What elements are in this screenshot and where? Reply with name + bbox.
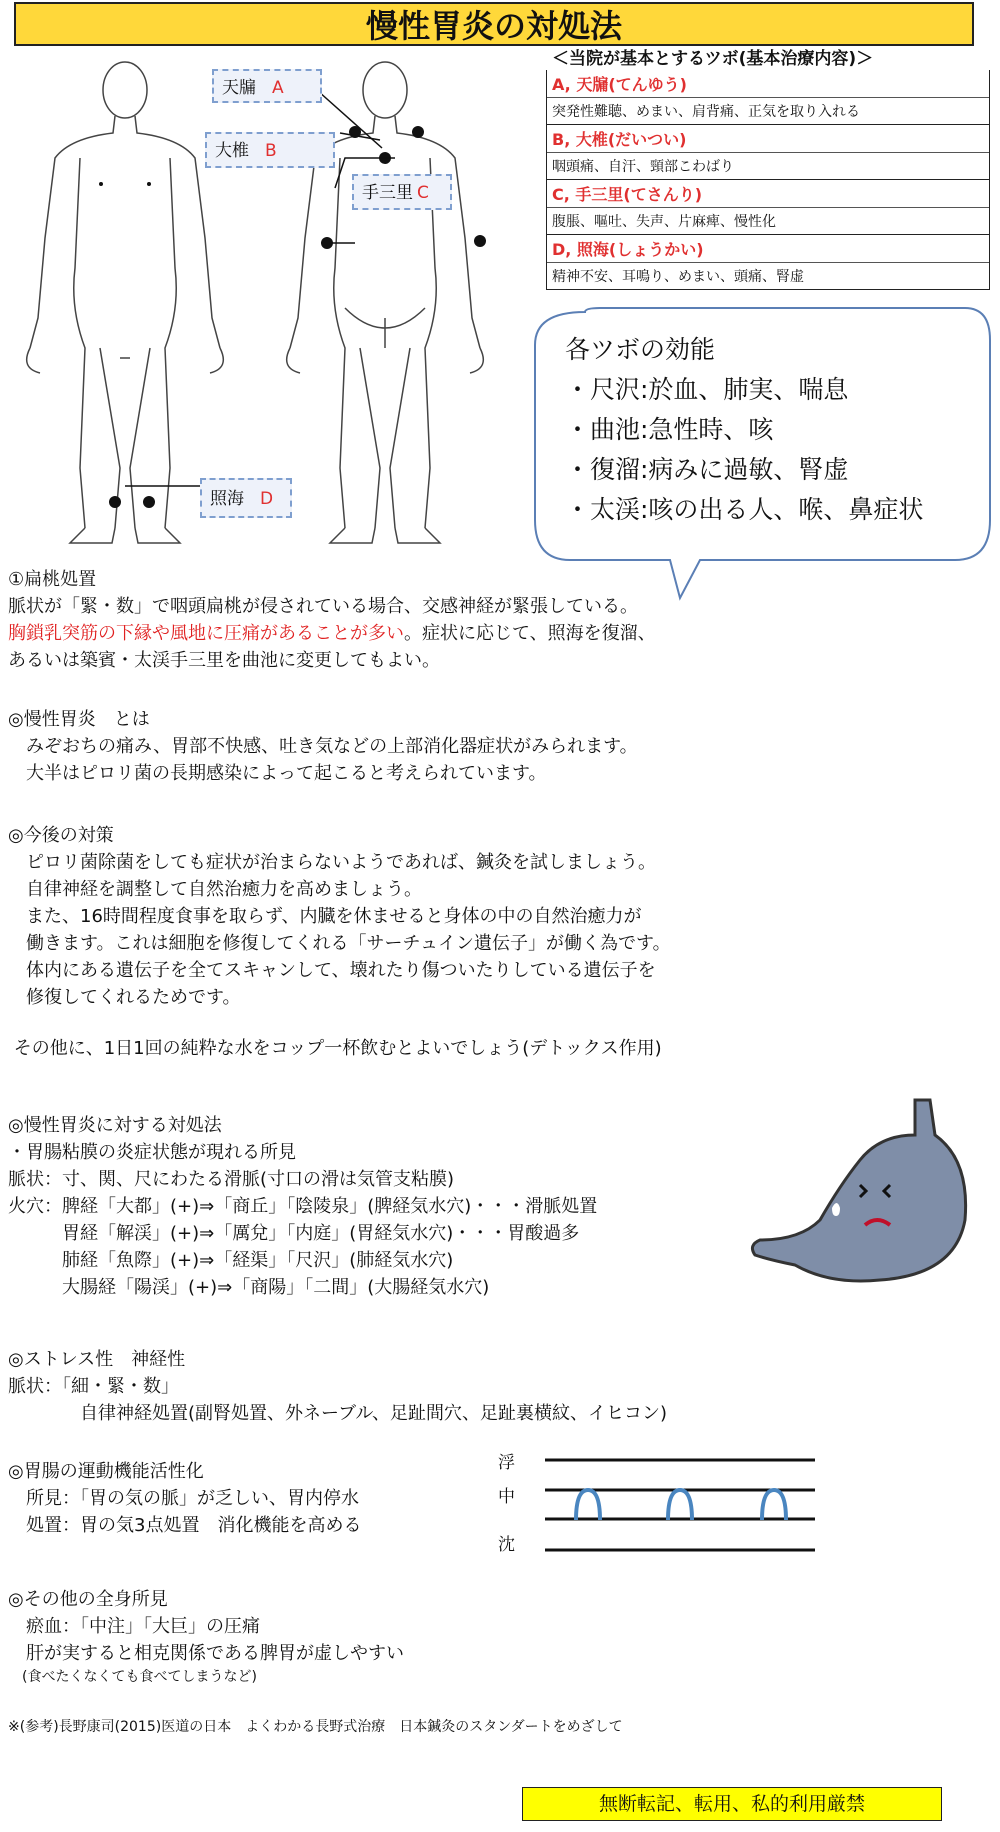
acupoint-desc: 咽頭痛、自汗、頸部こわばり bbox=[552, 159, 734, 175]
section-line: 所見：「胃の気の脈」が乏しい、胃内停水 bbox=[8, 1488, 359, 1509]
section-line: 働きます。これは細胞を修復してくれる「サーチュイン遺伝子」が働く為です。 bbox=[8, 933, 671, 954]
pulse-diagram bbox=[540, 1450, 820, 1560]
copyright-notice: 無断転記、転用、私的利用厳禁 bbox=[522, 1787, 942, 1821]
section-line: 脈状が「緊・数」で咽頭扁桃が侵されている場合、交感神経が緊張している。 bbox=[8, 596, 638, 617]
section-line: 脈状：寸、関、尺にわたる滑脈(寸口の滑は気管支粘膜) bbox=[8, 1169, 455, 1190]
label-letter: B bbox=[265, 141, 277, 161]
section-note: (食べたくなくても食べてしまうなど) bbox=[8, 1669, 257, 1685]
section-motility bbox=[8, 1458, 361, 1539]
section-line: また、16時間程度食事を取らず、内臓を休ませると身体の中の自然治癒力が bbox=[8, 906, 642, 927]
bubble-item: ・尺沢:於血、肺実、喘息 bbox=[565, 375, 849, 404]
section-heading: ◎ストレス性 神経性 bbox=[8, 1349, 186, 1370]
pulse-label-deep: 沈 bbox=[498, 1535, 515, 1555]
section-line: 大半はピロリ菌の長期感染によって起こると考えられています。 bbox=[8, 763, 547, 784]
acupoint-table-heading: ＜当院が基本とするツボ(基本治療内容)＞ bbox=[552, 49, 874, 69]
section-line: ・胃腸粘膜の炎症状態が現れる所見 bbox=[8, 1142, 296, 1163]
section-line: 脈状：「細・緊・数」 bbox=[8, 1376, 179, 1397]
section-heading: ◎慢性胃炎 とは bbox=[8, 709, 150, 730]
label-name: 手三里 bbox=[362, 183, 413, 203]
section-measures bbox=[8, 822, 671, 1062]
pulse-label-float: 浮 bbox=[498, 1453, 515, 1473]
section-line: 修復してくれるためです。 bbox=[8, 987, 241, 1008]
section-line: 大腸経「陽渓」(+)⇒「商陽」「二間」(大腸経気水穴) bbox=[8, 1277, 490, 1298]
section-treatment bbox=[8, 1112, 597, 1301]
section-text: 。症状に応じて、照海を復溜、 bbox=[404, 623, 656, 644]
section-heading: ◎その他の全身所見 bbox=[8, 1589, 168, 1610]
page-title: 慢性胃炎の対処法 bbox=[14, 2, 974, 46]
acupoint-desc: 精神不安、耳鳴り、めまい、頭痛、腎虚 bbox=[552, 269, 804, 285]
section-line: あるいは築賓・太渓手三里を曲池に変更してもよい。 bbox=[8, 650, 440, 671]
label-name: 天牖 bbox=[222, 78, 256, 98]
bubble-title: 各ツボの効能 bbox=[565, 335, 716, 364]
acupoint-name: A, 天牖(てんゆう) bbox=[547, 70, 989, 98]
stomach-illustration bbox=[740, 1090, 990, 1290]
label-name: 大椎 bbox=[215, 141, 249, 161]
section-heading: ①扁桃処置 bbox=[8, 569, 97, 590]
label-letter: C bbox=[417, 183, 429, 203]
label-name: 照海 bbox=[210, 489, 244, 509]
bubble-item: ・曲池:急性時、咳 bbox=[565, 415, 774, 444]
acupoint-name: D, 照海(しょうかい) bbox=[547, 235, 989, 263]
pulse-label-middle: 中 bbox=[498, 1487, 515, 1507]
section-line: 火穴：脾経「大都」(+)⇒「商丘」「陰陵泉」(脾経気水穴)・・・滑脈処置 bbox=[8, 1196, 598, 1217]
section-about bbox=[8, 706, 638, 787]
section-line: 瘀血：「中注」「大巨」の圧痛 bbox=[8, 1616, 260, 1637]
section-heading: ◎今後の対策 bbox=[8, 825, 114, 846]
acupoint-name: C, 手三里(てさんり) bbox=[547, 180, 989, 208]
speech-bubble bbox=[565, 330, 985, 530]
bubble-item: ・復溜:病みに過敏、腎虚 bbox=[565, 455, 849, 484]
section-line: 自律神経処置(副腎処置、外ネーブル、足趾間穴、足趾裏横紋、イヒコン) bbox=[8, 1403, 667, 1424]
bubble-item: ・太渓:咳の出る人、喉、鼻症状 bbox=[565, 495, 924, 524]
acupoint-name: B, 大椎(だいつい) bbox=[547, 125, 989, 153]
section-heading: ◎胃腸の運動機能活性化 bbox=[8, 1461, 204, 1482]
section-line: 自律神経を調整して自然治癒力を高めましょう。 bbox=[8, 879, 422, 900]
label-letter: D bbox=[260, 489, 274, 509]
acupoint-desc: 腹脹、嘔吐、失声、片麻痺、慢性化 bbox=[552, 214, 776, 230]
section-line: ピロリ菌除菌をしても症状が治まらないようであれば、鍼灸を試しましょう。 bbox=[8, 852, 656, 873]
section-line: 処置：胃の気3点処置 消化機能を高める bbox=[8, 1515, 362, 1536]
reference-note: ※(参考)長野康司(2015)医道の日本 よくわかる長野式治療 日本鍼灸のスタンダートをめざして bbox=[8, 1719, 623, 1735]
section-line: その他に、1日1回の純粋な水をコップ一杯飲むとよいでしょう(デトックス作用) bbox=[8, 1038, 662, 1059]
section-tonsil bbox=[8, 566, 656, 674]
section-stress bbox=[8, 1346, 667, 1427]
section-other bbox=[8, 1586, 404, 1687]
acupoint-desc: 突発性難聴、めまい、肩背痛、正気を取り入れる bbox=[552, 104, 860, 120]
label-letter: A bbox=[272, 78, 284, 98]
section-line: みぞおちの痛み、胃部不快感、吐き気などの上部消化器症状がみられます。 bbox=[8, 736, 638, 757]
section-line: 肝が実すると相克関係である脾胃が虚しやすい bbox=[8, 1643, 404, 1664]
section-line: 肺経「魚際」(+)⇒「経渠」「尺沢」(肺経気水穴) bbox=[8, 1250, 454, 1271]
section-line: 胃経「解渓」(+)⇒「厲兌」「内庭」(胃経気水穴)・・・胃酸過多 bbox=[8, 1223, 580, 1244]
section-heading: ◎慢性胃炎に対する対処法 bbox=[8, 1115, 222, 1136]
highlight-text: 胸鎖乳突筋の下縁や風地に圧痛があることが多い bbox=[8, 623, 404, 644]
section-line: 体内にある遺伝子を全てスキャンして、壊れたり傷ついたりしている遺伝子を bbox=[8, 960, 656, 981]
section-line bbox=[8, 620, 656, 647]
